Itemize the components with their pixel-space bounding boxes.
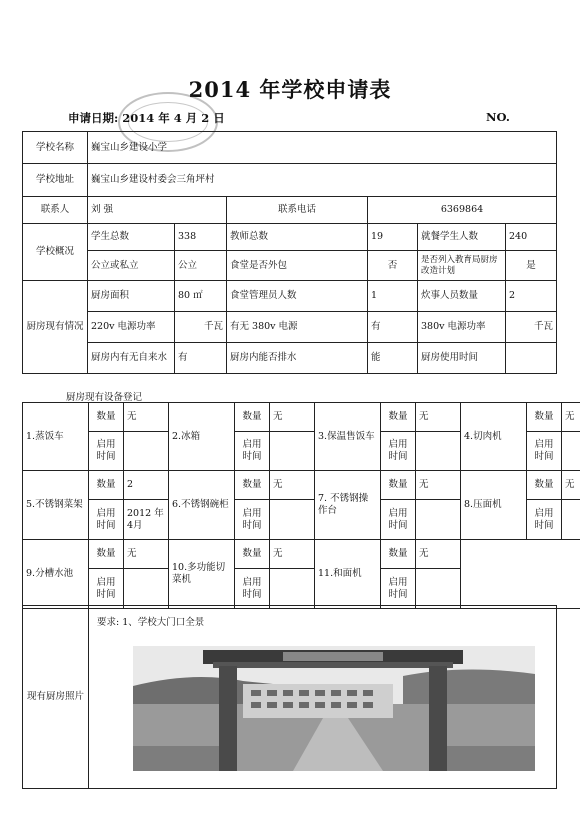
equipment-name: 9.分槽水池 [23, 540, 89, 609]
students-label: 学生总数 [88, 224, 175, 251]
quantity-value: 2 [124, 471, 169, 500]
form-title: 2014 年学校申请表 [188, 77, 392, 102]
in-plan-value: 是 [506, 251, 557, 281]
start-time-label: 启用时间 [381, 500, 416, 540]
kitchen-area-value: 80 ㎡ [175, 281, 227, 312]
equipment-name: 10.多功能切菜机 [169, 540, 235, 609]
start-time-value [562, 432, 580, 471]
cook-count-label: 炊事人员数量 [418, 281, 506, 312]
power-220-unit: 千瓦 [175, 312, 227, 343]
equipment-name: 4.切肉机 [461, 403, 527, 471]
quantity-value: 无 [562, 471, 580, 500]
quantity-value: 无 [270, 471, 315, 500]
quantity-label: 数量 [381, 471, 416, 500]
school-gate-photo [133, 646, 535, 771]
kitchen-photos-label: 现有厨房照片 [23, 606, 89, 789]
power-380-label: 380v 电源功率 [418, 312, 506, 343]
start-time-label: 启用时间 [527, 432, 562, 471]
quantity-label: 数量 [235, 540, 270, 569]
canteen-manager-label: 食堂管理员人数 [227, 281, 368, 312]
kitchen-status-label: 厨房现有情况 [23, 281, 88, 374]
school-info-table [22, 131, 557, 374]
start-time-label: 启用时间 [89, 432, 124, 471]
power-220-label: 220v 电源功率 [88, 312, 175, 343]
quantity-label: 数量 [527, 471, 562, 500]
start-time-label: 启用时间 [527, 500, 562, 540]
teachers-label: 教师总数 [227, 224, 368, 251]
start-time-label: 启用时间 [235, 432, 270, 471]
quantity-label: 数量 [381, 540, 416, 569]
canteen-manager-value: 1 [368, 281, 418, 312]
equipment-section-title: 厨房现有设备登记 [66, 392, 143, 403]
equipment-name: 5.不锈钢菜架 [23, 471, 89, 540]
quantity-value: 无 [124, 403, 169, 432]
start-time-label: 启用时间 [89, 569, 124, 609]
phone-value: 6369864 [368, 197, 557, 224]
equipment-name: 2.冰箱 [169, 403, 235, 471]
equipment-name: 3.保温售饭车 [315, 403, 381, 471]
school-type-label: 公立或私立 [88, 251, 175, 281]
outsourced-label: 食堂是否外包 [227, 251, 368, 281]
phone-label: 联系电话 [227, 197, 368, 224]
outsourced-value: 否 [368, 251, 418, 281]
start-time-label: 启用时间 [89, 500, 124, 540]
quantity-value: 无 [416, 403, 461, 432]
tap-water-value: 有 [175, 343, 227, 374]
form-number-label: NO. [486, 110, 510, 124]
quantity-value: 无 [562, 403, 580, 432]
diners-label: 就餐学生人数 [418, 224, 506, 251]
apply-date: 申请日期: 2014 年 4 月 2 日 [68, 111, 225, 125]
quantity-label: 数量 [381, 403, 416, 432]
start-time-value [124, 432, 169, 471]
has-380-value: 有 [368, 312, 418, 343]
school-address-label: 学校地址 [23, 164, 88, 197]
quantity-label: 数量 [235, 403, 270, 432]
teachers-value: 19 [368, 224, 418, 251]
kitchen-area-label: 厨房面积 [88, 281, 175, 312]
start-time-label: 启用时间 [381, 432, 416, 471]
start-time-value [416, 500, 461, 540]
start-time-value [270, 432, 315, 471]
cook-count-value: 2 [506, 281, 557, 312]
photo-requirement: 要求: 1、学校大门口全景 [97, 617, 205, 628]
start-time-value [270, 569, 315, 609]
empty-equipment-cell [461, 540, 580, 609]
start-time-label: 启用时间 [381, 569, 416, 609]
start-time-label: 启用时间 [235, 500, 270, 540]
kitchen-use-time-label: 厨房使用时间 [418, 343, 506, 374]
drainage-value: 能 [368, 343, 418, 374]
contact-label: 联系人 [23, 197, 88, 224]
students-value: 338 [175, 224, 227, 251]
tap-water-label: 厨房内有无自来水 [88, 343, 175, 374]
quantity-value: 无 [124, 540, 169, 569]
quantity-value: 无 [416, 471, 461, 500]
school-type-value: 公立 [175, 251, 227, 281]
school-name-value: 巍宝山乡建设小学 [88, 132, 557, 164]
school-address-value: 巍宝山乡建设村委会三角坪村 [88, 164, 557, 197]
quantity-label: 数量 [89, 403, 124, 432]
start-time-value [270, 500, 315, 540]
equipment-name: 6.不锈钢碗柜 [169, 471, 235, 540]
start-time-value [562, 500, 580, 540]
equipment-name: 11.和面机 [315, 540, 381, 609]
quantity-label: 数量 [89, 540, 124, 569]
quantity-label: 数量 [89, 471, 124, 500]
quantity-label: 数量 [527, 403, 562, 432]
quantity-value: 无 [270, 540, 315, 569]
drainage-label: 厨房内能否排水 [227, 343, 368, 374]
school-name-label: 学校名称 [23, 132, 88, 164]
quantity-value: 无 [416, 540, 461, 569]
has-380-label: 有无 380v 电源 [227, 312, 368, 343]
equipment-name: 7. 不锈钢操作台 [315, 471, 381, 540]
equipment-table [22, 402, 580, 609]
quantity-value: 无 [270, 403, 315, 432]
start-time-value [416, 432, 461, 471]
start-time-value: 2012 年 4月 [124, 500, 169, 540]
in-plan-label: 是否列入教育局厨房改造计划 [418, 251, 506, 281]
contact-value: 刘 强 [88, 197, 227, 224]
power-380-unit: 千瓦 [506, 312, 557, 343]
start-time-value [416, 569, 461, 609]
overview-label: 学校概况 [23, 224, 88, 281]
quantity-label: 数量 [235, 471, 270, 500]
diners-value: 240 [506, 224, 557, 251]
start-time-value [124, 569, 169, 609]
start-time-label: 启用时间 [235, 569, 270, 609]
equipment-name: 8.压面机 [461, 471, 527, 540]
kitchen-use-time-value [506, 343, 557, 374]
equipment-name: 1.蒸饭车 [23, 403, 89, 471]
